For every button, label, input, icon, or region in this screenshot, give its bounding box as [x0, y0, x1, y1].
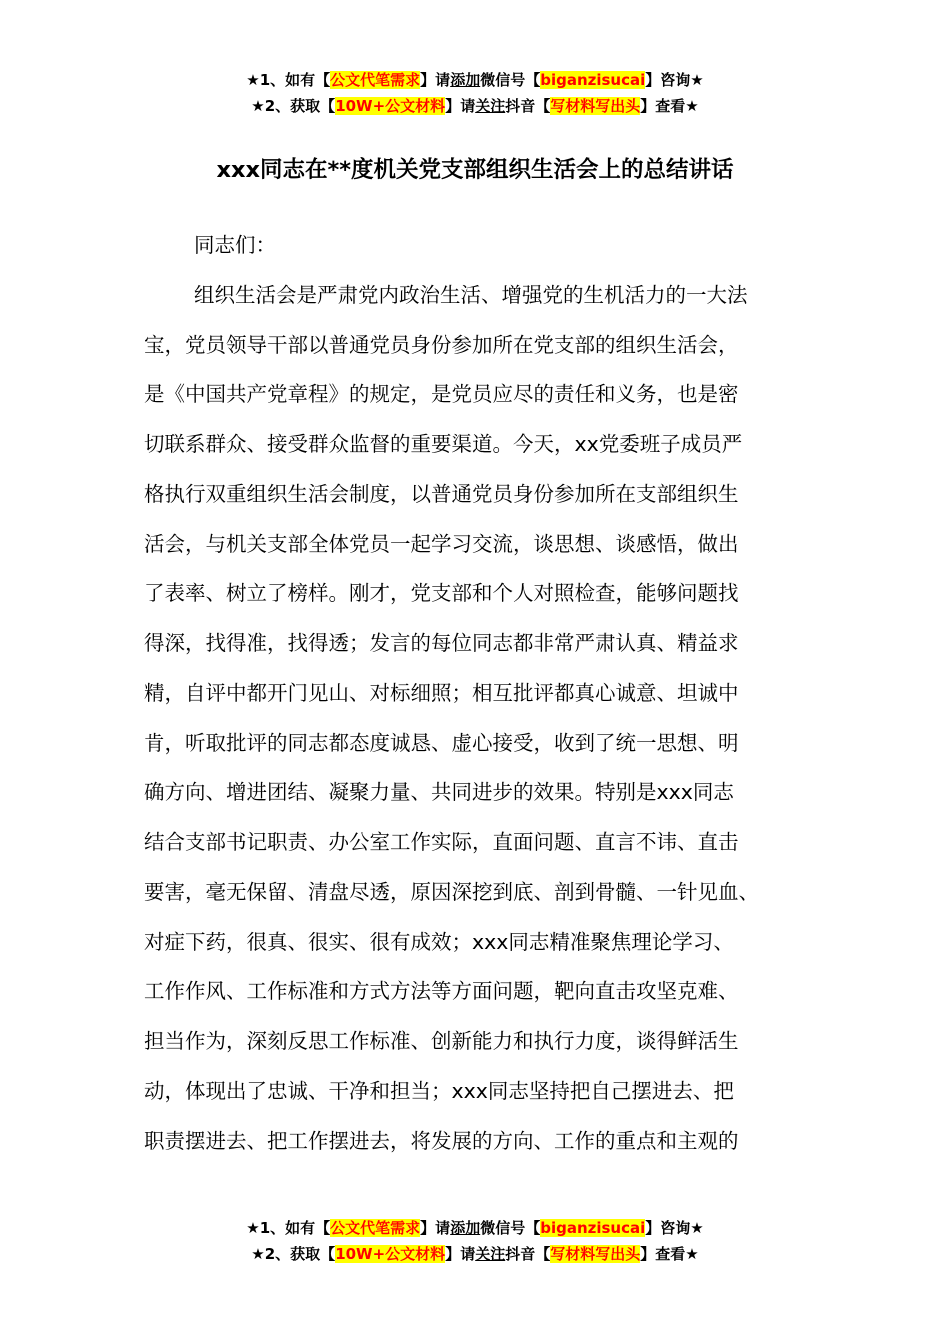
body-line: 确方向、增进团结、凝聚力量、共同进步的效果。特别是xxx同志 [144, 780, 734, 805]
promo-text: 】请 [420, 1219, 451, 1237]
promo-underline: 添加 [450, 71, 481, 89]
promo-highlight: 10W+公文材料 [335, 1245, 446, 1263]
body-line: 格执行双重组织生活会制度，以普通党员身份参加所在支部组织生 [144, 481, 739, 506]
body-line: 要害，毫无保留、清盘尽透，原因深挖到底、剖到骨髓、一针见血、 [144, 879, 759, 904]
promo-text: 抖音【 [505, 1245, 551, 1263]
promo-text: 】请 [445, 97, 476, 115]
promo-text: ★2、获取【 [251, 1245, 336, 1263]
promo-text: ★1、如有【 [246, 1219, 331, 1237]
footer-promo-line-1 [0, 1215, 950, 1241]
promo-text: ★2、获取【 [251, 97, 336, 115]
promo-text: 抖音【 [505, 97, 551, 115]
promo-text: 】查看★ [640, 97, 699, 115]
promo-wechat-id: biganzisucai [540, 71, 646, 89]
body-line: 精，自评中都开门见山、对标细照；相互批评都真心诚意、坦诚中 [144, 680, 739, 705]
promo-highlight: 公文代笔需求 [330, 1219, 421, 1237]
promo-text: 】咨询★ [645, 71, 704, 89]
salutation: 同志们： [194, 233, 276, 257]
header-promo-line-1 [0, 67, 950, 93]
document-title: xxx同志在**度机关党支部组织生活会上的总结讲话 [216, 157, 734, 183]
body-line: 动，体现出了忠诚、干净和担当；xxx同志坚持把自己摆进去、把 [144, 1078, 734, 1103]
promo-underline: 关注 [475, 97, 506, 115]
body-line: 得深，找得准，找得透；发言的每位同志都非常严肃认真、精益求 [144, 631, 739, 655]
body-line: 对症下药，很真、很实、很有成效；xxx同志精准聚焦理论学习、 [144, 929, 734, 954]
promo-text: 】查看★ [640, 1245, 699, 1263]
promo-underline: 添加 [450, 1219, 481, 1237]
promo-underline: 关注 [475, 1245, 506, 1263]
body-line: 结合支部书记职责、办公室工作实际，直面问题、直言不讳、直击 [144, 830, 739, 854]
body-line: 是《中国共产党章程》的规定，是党员应尽的责任和义务，也是密 [144, 382, 739, 407]
promo-text: 】请 [420, 71, 451, 89]
body-line: 组织生活会是严肃党内政治生活、增强党的生机活力的一大法 [194, 282, 748, 307]
footer-promo-line-2 [0, 1241, 950, 1267]
promo-douyin-id: 写材料写出头 [550, 1245, 641, 1263]
document-body [144, 221, 808, 1166]
promo-text: 微信号【 [480, 1219, 541, 1237]
promo-wechat-id: biganzisucai [540, 1219, 646, 1237]
promo-text: 】请 [445, 1245, 476, 1263]
promo-douyin-id: 写材料写出头 [550, 97, 641, 115]
body-line: 宝，党员领导干部以普通党员身份参加所在党支部的组织生活会， [144, 332, 739, 357]
body-line: 肯，听取批评的同志都态度诚恳、虚心接受，收到了统一思想、明 [144, 730, 739, 755]
footer-promo [0, 1215, 950, 1267]
body-line: 切联系群众、接受群众监督的重要渠道。今天，xx党委班子成员严 [144, 432, 743, 456]
body-line: 担当作为，深刻反思工作标准、创新能力和执行力度，谈得鲜活生 [144, 1029, 739, 1053]
body-line: 活会，与机关支部全体党员一起学习交流，谈思想、谈感悟，做出 [144, 531, 739, 556]
header-promo-line-2 [0, 93, 950, 119]
promo-text: 】咨询★ [645, 1219, 704, 1237]
promo-highlight: 10W+公文材料 [335, 97, 446, 115]
body-line: 工作作风、工作标准和方式方法等方面问题，靶向直击攻坚克难、 [144, 979, 739, 1004]
promo-text: ★1、如有【 [246, 71, 331, 89]
body-line: 了表率、树立了榜样。刚才，党支部和个人对照检查，能够问题找 [144, 581, 739, 606]
promo-text: 微信号【 [480, 71, 541, 89]
body-line: 职责摆进去、把工作摆进去，将发展的方向、工作的重点和主观的 [144, 1128, 739, 1153]
promo-highlight: 公文代笔需求 [330, 71, 421, 89]
header-promo [0, 67, 950, 119]
